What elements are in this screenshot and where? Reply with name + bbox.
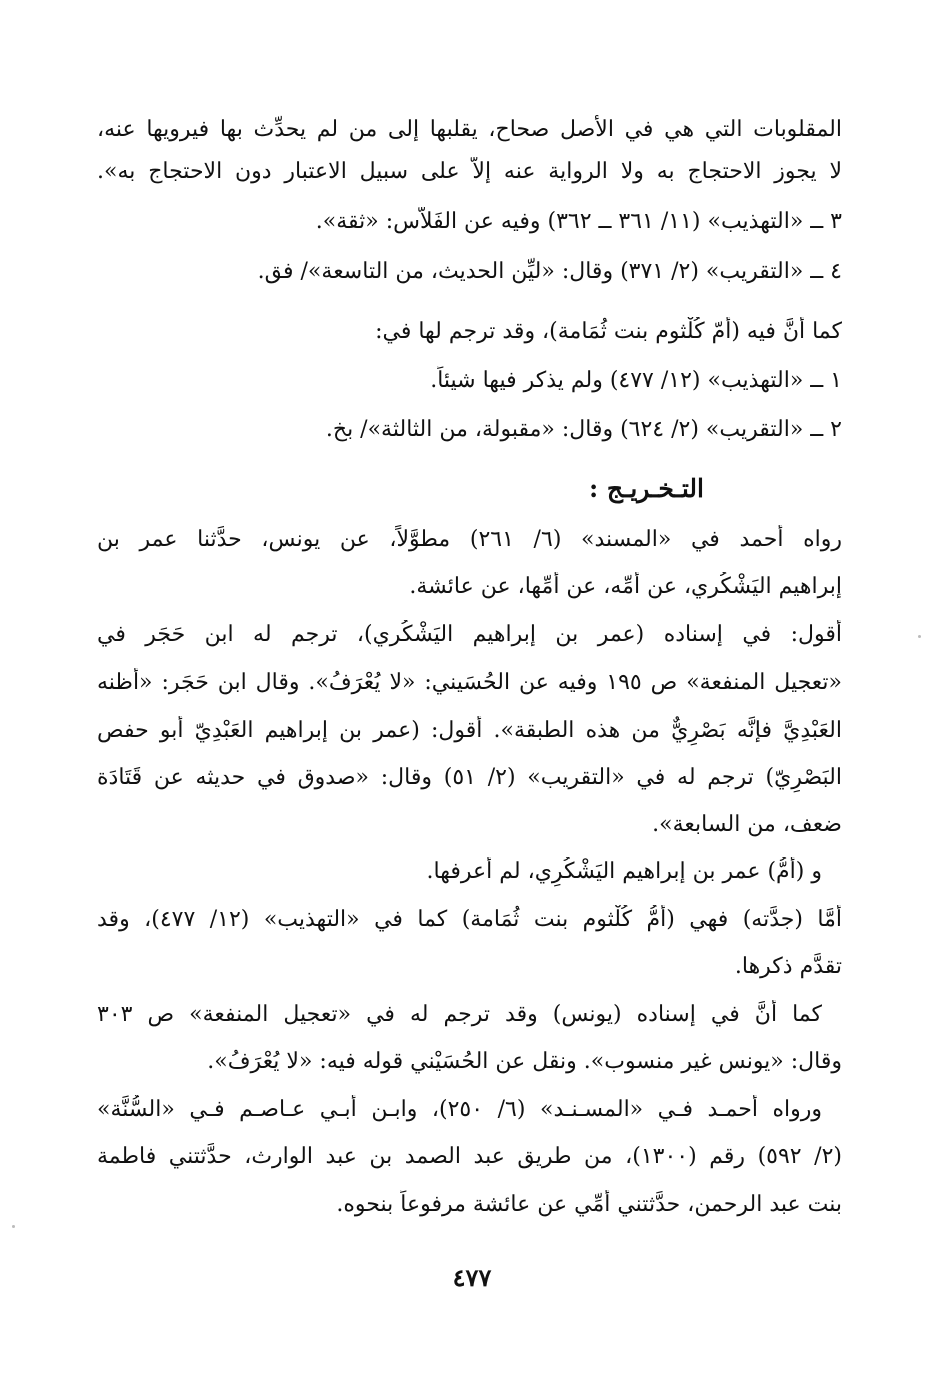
text-line: العَبْدِيَّ فإنَّه بَصْرِيٌّ من هذه الطبقة». أقول: (عمر بن إبراهيم العَبْدِيّ أبو حفص (97, 718, 842, 743)
scan-speck (12, 1225, 15, 1228)
text-line: بنت عبد الرحمن، حدَّثتني أُمِّي عن عائشة مرفوعاً بنحوه. (336, 1192, 842, 1217)
text-line: كما أنَّ فيه (أُمّ كُلْثوم بنت ثُمَامة)، وقد ترجم لها في: (375, 319, 842, 344)
text-line: وقال: «يونس غير منسوب». ونقل عن الحُسَيْني قوله فيه: «لا يُعْرَفُ». (207, 1049, 842, 1074)
text-line: رواه أحمد في «المسند» (٦/ ٢٦١) مطوَّلاً، عن يونس، حدَّثنا عمر بن (97, 527, 842, 552)
text-line: لا يجوز الاحتجاج به ولا الرواية عنه إلاَّ على سبيل الاعتبار دون الاحتجاج به». (97, 159, 842, 184)
text-line: و (أُمُّ) عمر بن إبراهيم اليَشْكُرِي، لم أعرفها. (426, 859, 822, 884)
text-line: كما أنَّ في إسناده (يونس) وقد ترجم له في «تعجيل المنفعة» ص ٣٠٣ (97, 1002, 822, 1027)
scan-speck (918, 635, 921, 638)
text-line: إبراهيم اليَشْكُري، عن أُمِّه، عن أُمِّها، عن عائشة. (409, 574, 842, 599)
text-line: البَصْرِيّ) ترجم له في «التقريب» (٢/ ٥١) وقال: «صدوق في حديثه عن قَتَادَة (97, 765, 842, 790)
text-line: أمَّا (جدَّته) فهي (أُمُّ كُلْثوم بنت ثُمَامة) كما في «التهذيب» (١٢/ ٤٧٧)، وقد (97, 907, 842, 932)
section-heading: التـخـريـج : (588, 474, 704, 503)
text-line: (٢/ ٥٩٢) رقم (١٣٠٠)، من طريق عبد الصمد بن عبد الوارث، حدَّثتني فاطمة (97, 1144, 842, 1169)
list-item: ١ ــ «التهذيب» (١٢/ ٤٧٧) ولم يذكر فيها شيئاً. (430, 368, 842, 393)
text-line: ورواه أحمـد فـي «المسـنـد» (٦/ ٢٥٠)، وابـن أبـي عـاصـم فـي «السُّنَّة» (97, 1097, 822, 1122)
text-line: ضعف، من السابعة». (652, 812, 842, 837)
text-line: أقول: في إسناده (عمر بن إبراهيم اليَشْكُري)، ترجم له ابن حَجَر في (97, 622, 842, 647)
page-number: ٤٧٧ (452, 1263, 492, 1292)
list-item: ٤ ــ «التقريب» (٢/ ٣٧١) وقال: «ليِّن الحديث، من التاسعة»/ فق. (257, 259, 842, 284)
text-line: المقلوبات التي هي في الأصل صحاح، يقلبها إلى من لم يحدِّث بها فيرويها عنه، (97, 117, 842, 142)
list-item: ٣ ــ «التهذيب» (١١/ ٣٦١ ــ ٣٦٢) وفيه عن الفَلاَّس: «ثقة». (315, 209, 842, 234)
list-item: ٢ ــ «التقريب» (٢/ ٦٢٤) وقال: «مقبولة، من الثالثة»/ بخ. (325, 417, 842, 442)
text-line: «تعجيل المنفعة» ص ١٩٥ وفيه عن الحُسَيني: «لا يُعْرَفُ». وقال ابن حَجَر: «أظنه (97, 670, 842, 695)
text-line: تقدَّم ذكرها. (734, 954, 842, 979)
